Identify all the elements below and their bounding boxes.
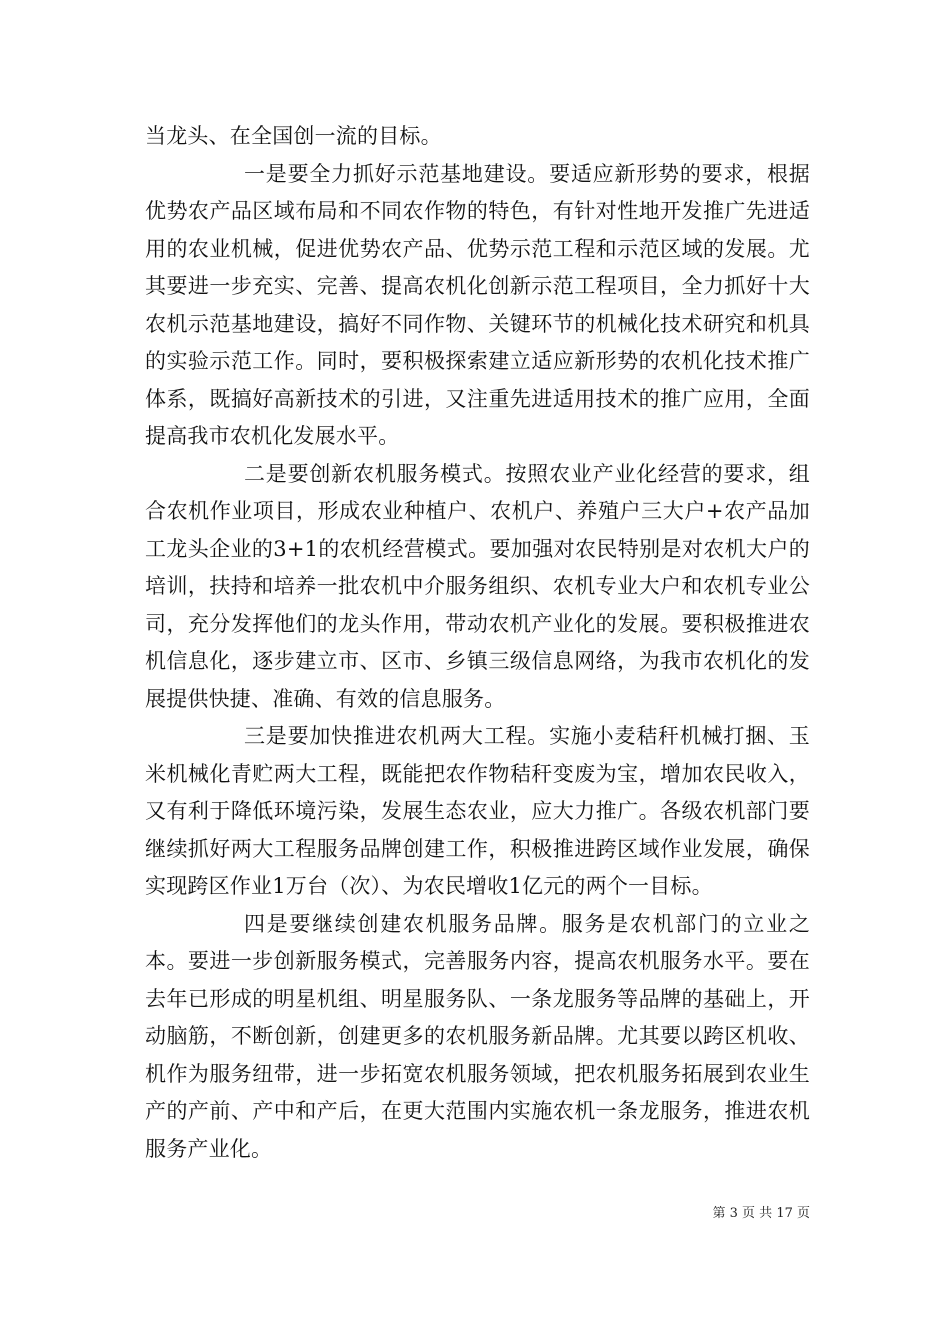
document-body: [145, 118, 810, 1168]
paragraph-continuation: 当龙头、在全国创一流的目标。: [145, 124, 442, 148]
paragraph-service-model: 二是要创新农机服务模式。按照农业产业化经营的要求，组合农机作业项目，形成农业种植户、农机户、养殖户三大户+农产品加工龙头企业的3+1的农机经营模式。要加强对农民特别是对农机大户的培训，扶持和培养一批农机中介服务组织、农机专业大户和农机专业公司，充分发挥他们的龙头作用，带动农机产业化的发展。要积极推进农机信息化，逐步建立市、区市、乡镇三级信息网络，为我市农机化的发展提供快捷、准确、有效的信息服务。: [145, 461, 810, 711]
paragraph-two-major-projects: 三是要加快推进农机两大工程。实施小麦秸秆机械打捆、玉米机械化青贮两大工程，既能把农作物秸秆变废为宝，增加农民收入，又有利于降低环境污染，发展生态农业，应大力推广。各级农机部门要继续抓好两大工程服务品牌创建工作，积极推进跨区域作业发展，确保实现跨区作业1万台（次）、为农民增收1亿元的两个一目标。: [145, 724, 810, 898]
paragraph-service-brand: 四是要继续创建农机服务品牌。服务是农机部门的立业之本。要进一步创新服务模式，完善服务内容，提高农机服务水平。要在去年已形成的明星机组、明星服务队、一条龙服务等品牌的基础上，开动脑筋，不断创新，创建更多的农机服务新品牌。尤其要以跨区机收、机作为服务纽带，进一步拓宽农机服务领域，把农机服务拓展到农业生产的产前、产中和产后，在更大范围内实施农机一条龙服务，推进农机服务产业化。: [145, 911, 810, 1161]
page-number-footer: 第 3 页 共 17 页: [712, 1206, 810, 1221]
paragraph-demonstration-base: 一是要全力抓好示范基地建设。要适应新形势的要求，根据优势农产品区域布局和不同农作物的特色，有针对性地开发推广先进适用的农业机械，促进优势农产品、优势示范工程和示范区域的发展。尤其要进一步充实、完善、提高农机化创新示范工程项目，全力抓好十大农机示范基地建设，搞好不同作物、关键环节的机械化技术研究和机具的实验示范工作。同时，要积极探索建立适应新形势的农机化技术推广体系，既搞好高新技术的引进，又注重先进适用技术的推广应用，全面提高我市农机化发展水平。: [145, 161, 810, 448]
